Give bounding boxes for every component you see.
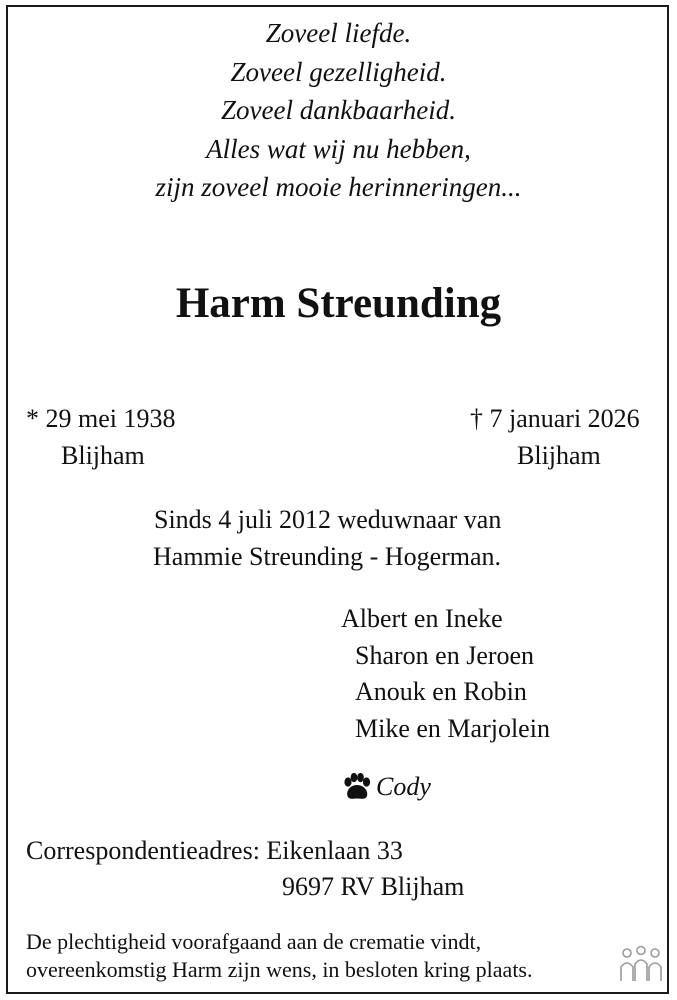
- ceremony-line: overeenkomstig Harm zijn wens, in besloten kring plaats.: [26, 957, 533, 982]
- poem-line: Zoveel gezelligheid.: [230, 56, 447, 87]
- birth-date: * 29 mei 1938: [26, 404, 176, 433]
- correspondence-address: Correspondentieadres: Eikenlaan 33: [26, 836, 403, 865]
- spouse-name: Hammie Streunding - Hogerman.: [153, 542, 502, 571]
- family-child: Anouk en Robin: [355, 677, 527, 706]
- poem-line: Alles wat wij nu hebben,: [206, 133, 471, 164]
- ceremony-line: De plechtigheid voorafgaand aan de crematie vindt,: [26, 929, 482, 954]
- family-child: Mike en Marjolein: [355, 714, 550, 743]
- people-icon: [617, 945, 665, 985]
- widower-line: Sinds 4 juli 2012 weduwnaar van: [154, 505, 502, 534]
- correspondence-city: 9697 RV Blijham: [282, 872, 465, 901]
- poem-line: zijn zoveel mooie herinneringen...: [155, 172, 522, 202]
- family-child: Sharon en Jeroen: [355, 641, 535, 670]
- deceased-name: Harm Streunding: [175, 280, 502, 327]
- poem: [0, 14, 677, 207]
- birth-place: Blijham: [61, 441, 145, 470]
- family-parents: Albert en Ineke: [341, 604, 503, 633]
- paw-icon: [340, 771, 372, 803]
- death-place: Blijham: [517, 441, 601, 470]
- pet-name: Cody: [376, 772, 431, 801]
- poem-line: Zoveel dankbaarheid.: [221, 95, 456, 125]
- death-date: † 7 januari 2026: [470, 404, 640, 433]
- poem-line: Zoveel liefde.: [265, 18, 412, 48]
